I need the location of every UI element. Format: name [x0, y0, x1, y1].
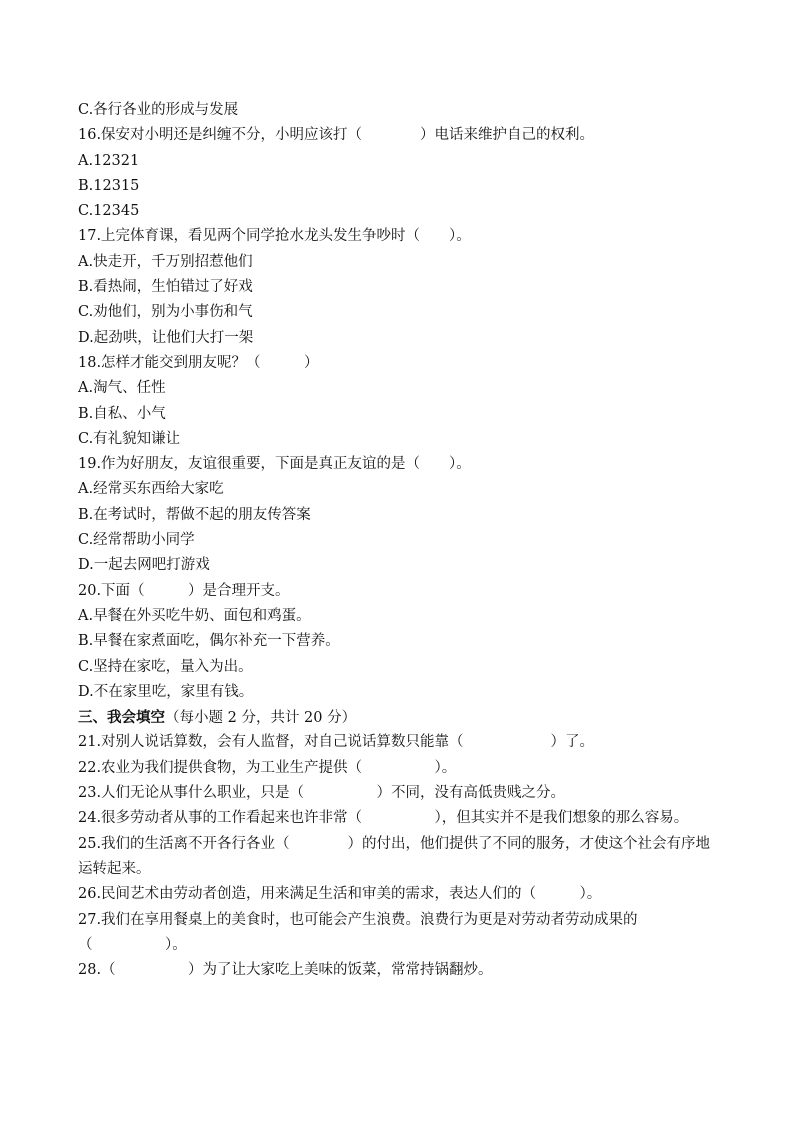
option-line: C.经常帮助小同学 [78, 532, 195, 549]
option-line: A.淘气、任性 [78, 380, 166, 397]
question-23: 23.人们无论从事什么职业，只是（ ）不同，没有高低贵贱之分。 [78, 785, 566, 802]
option-line: B.早餐在家煮面吃，偶尔补充一下营养。 [78, 633, 340, 650]
question-22: 22.农业为我们提供食物，为工业生产提供（ ）。 [78, 759, 457, 776]
section-heading [78, 705, 718, 730]
option-line: C.坚持在家吃，量入为出。 [78, 658, 253, 675]
option-line: B.在考试时，帮做不起的朋友传答案 [78, 506, 311, 523]
option-line: A.经常买东西给大家吃 [78, 481, 224, 498]
option-line: C.各行各业的形成与发展 [78, 102, 239, 118]
option-line: C.有礼貌知谦让 [78, 430, 181, 447]
option-line: C.劝他们，别为小事伤和气 [78, 304, 253, 321]
question-18: 18.怎样才能交到朋友呢？（ ） [78, 354, 319, 371]
option-line: B.12315 [78, 177, 140, 194]
exam-page [78, 98, 718, 983]
option-line: D.起劲哄，让他们大打一架 [78, 329, 254, 346]
question-28: 28.（ ）为了让大家吃上美味的饭菜，常常持锅翻炒。 [78, 962, 493, 979]
option-line: A.快走开，千万别招惹他们 [78, 253, 253, 270]
question-19: 19.作为好朋友，友谊很重要，下面是真正友谊的是（ ）。 [78, 456, 471, 473]
section-note: （每小题 2 分，共计 20 分） [165, 710, 357, 727]
question-27: 27.我们在享用餐桌上的美食时，也可能会产生浪费。浪费行为更是对劳动者劳动成果的（ ）。 [78, 911, 638, 953]
question-17: 17.上完体育课，看见两个同学抢水龙头发生争吵时（ ）。 [78, 228, 471, 245]
question-21: 21.对别人说话算数，会有人监督，对自己说话算数只能靠（ ）了。 [78, 734, 595, 751]
section-title: 三、我会填空 [78, 709, 165, 727]
option-line: A.早餐在外买吃牛奶、面包和鸡蛋。 [78, 607, 311, 624]
option-line: B.自私、小气 [78, 405, 166, 422]
question-25: 25.我们的生活离不开各行各业（ ）的付出，他们提供了不同的服务，才使这个社会有序地运转起来。 [78, 835, 711, 877]
option-line: B.看热闹，生怕错过了好戏 [78, 279, 253, 296]
question-20: 20.下面（ ）是合理开支。 [78, 582, 290, 599]
question-26: 26.民间艺术由劳动者创造，用来满足生活和审美的需求，表达人们的（ ）。 [78, 886, 602, 903]
option-line: A.12321 [78, 152, 140, 169]
question-24: 24.很多劳动者从事的工作看起来也许非常（ ），但其实并不是我们想象的那么容易。 [78, 810, 689, 827]
option-line: D.一起去网吧打游戏 [78, 557, 210, 574]
option-line: C.12345 [78, 203, 140, 220]
question-16: 16.保安对小明还是纠缠不分，小明应该打（ ）电话来维护自己的权利。 [78, 127, 595, 144]
option-line: D.不在家里吃，家里有钱。 [78, 683, 254, 700]
